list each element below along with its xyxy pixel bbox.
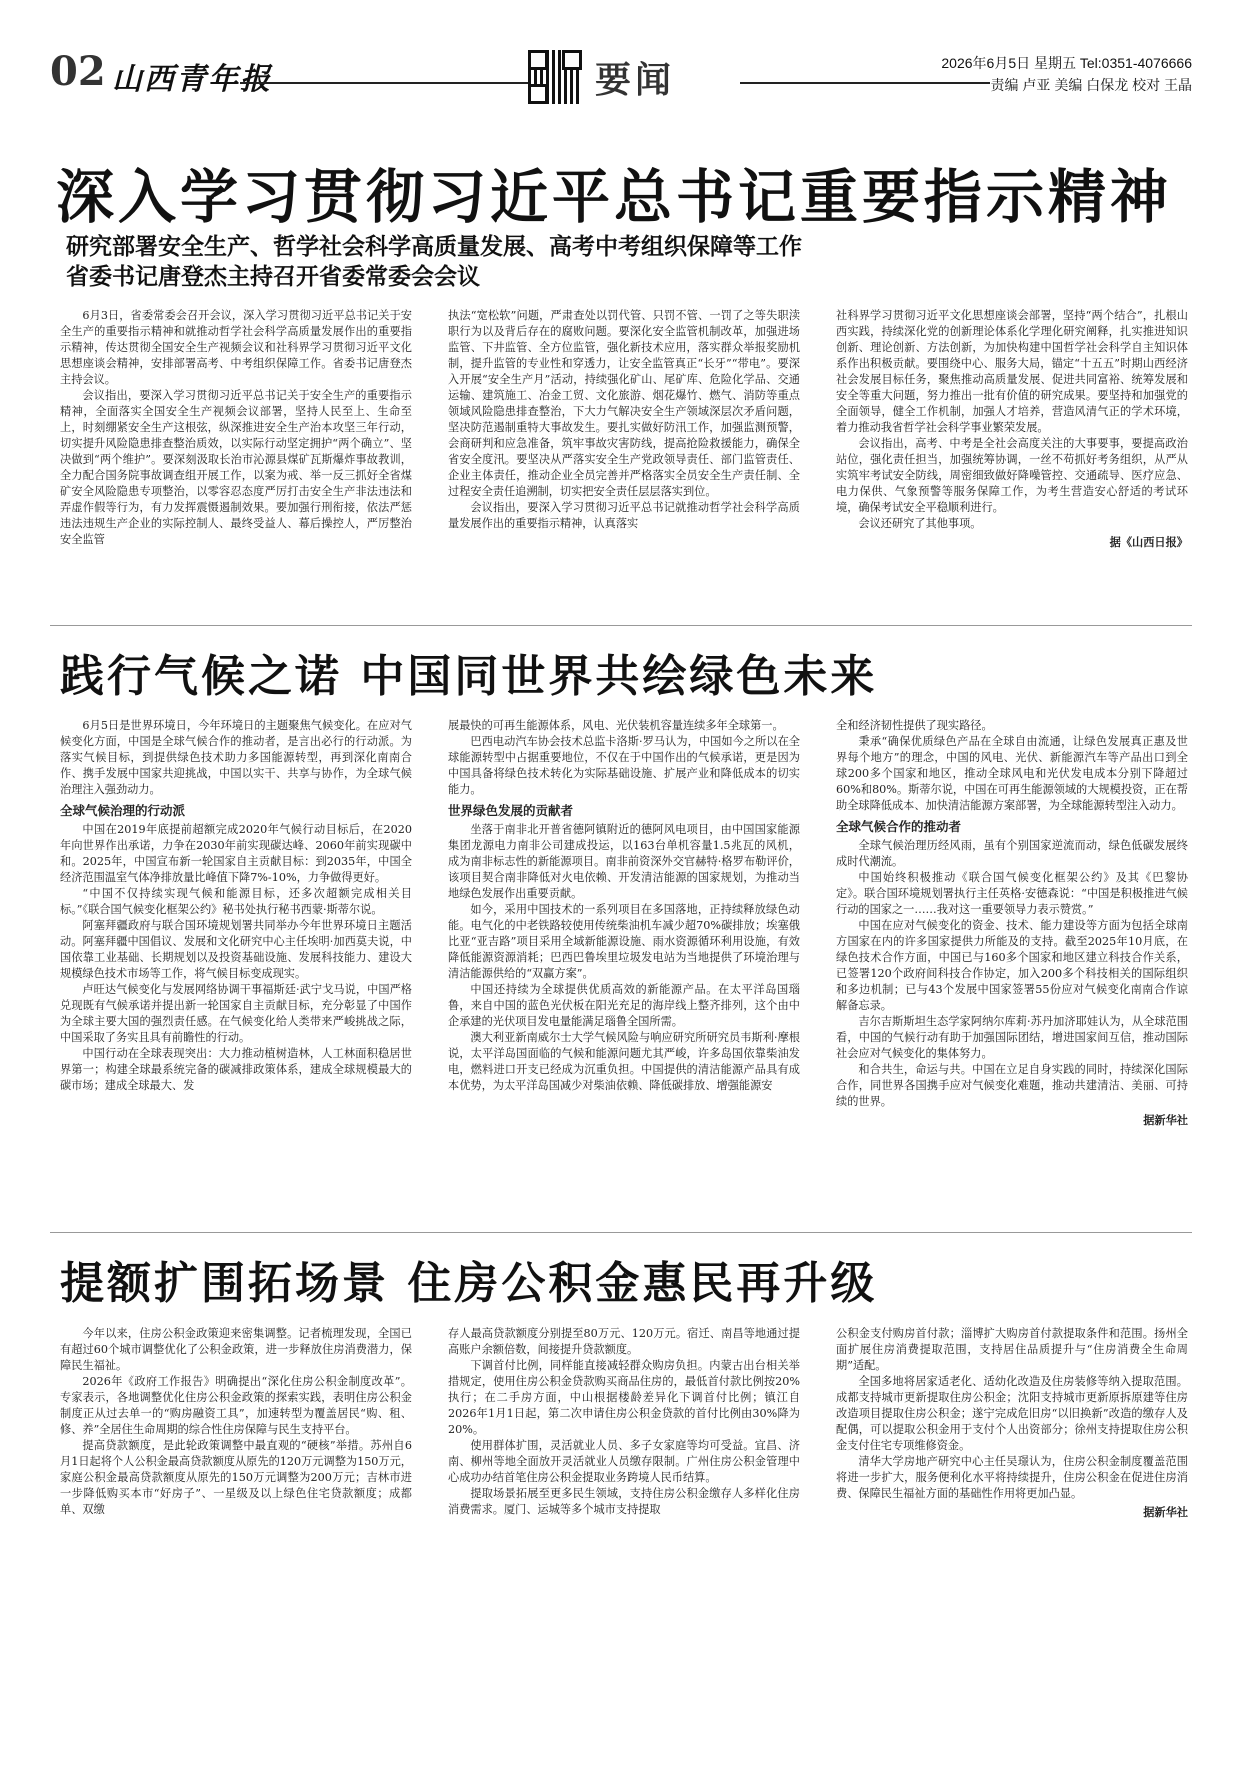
paragraph: “中国不仅持续实现气候和能源目标，还多次超额完成相关目标。”《联合国气候变化框架公约》秘书处执行秘书西蒙·斯蒂尔说。 xyxy=(60,887,412,916)
article2-col2 xyxy=(448,718,800,1128)
paper-logo: 山西青年报 xyxy=(112,62,272,97)
telephone: Tel:0351-4076666 xyxy=(1079,55,1192,71)
divider xyxy=(50,625,1192,626)
qr-code-icon xyxy=(528,50,582,104)
paragraph: 阿塞拜疆政府与联合国环境规划署共同举办今年世界环境日主题活动。阿塞拜疆中国倡议、发展和文化研究中心主任埃明·加西莫夫说，中国依靠工业基础、长期规划以及投资基础设施、发展科技能力、建设大规模绿色技术市场等工作，将气候目标变成现实。 xyxy=(60,919,412,980)
article1-source: 据《山西日报》 xyxy=(1109,535,1188,549)
paragraph: 和合共生，命运与共。中国在立足自身实践的同时，持续深化国际合作，同世界各国携手应对气候变化难题，推动共建清洁、美丽、可持续的世界。 xyxy=(836,1063,1188,1108)
article3-col2 xyxy=(448,1326,800,1520)
article3-body xyxy=(60,1326,1188,1520)
paragraph: 会议指出，高考、中考是全社会高度关注的大事要事，要提高政治站位，强化责任担当，加强统筹协调，一丝不苟抓好考务组织，从严从实筑牢考试安全防线，周密细致做好降噪管控、交通疏导、医疗应急、电力保供、气象预警等服务保障工作，为考生营造安心舒适的考试环境，确保考试安全平稳顺利进行。 xyxy=(836,437,1188,514)
issue-date: 2026年6月5日 星期五 xyxy=(941,55,1076,71)
paragraph: 提取场景拓展至更多民生领域，支持住房公积金缴存人多样化住房消费需求。厦门、运城等多个城市支持提取 xyxy=(448,1487,800,1516)
article1-col1 xyxy=(60,308,412,550)
paragraph: 会议指出，要深入学习贯彻习近平总书记关于安全生产的重要指示精神，全面落实全国安全生产视频会议部署，坚持人民至上、生命至上，时刻绷紧安全生产这根弦，纵深推进安全生产治本攻坚三年行动，切实提升风险隐患排查整治质效，以实际行动坚定拥护“两个确立”、坚决做到“两个维护”。要深刻汲取长治市沁源县煤矿瓦斯爆炸事故教训，全力配合国务院事故调查组开展工作，以案为戒、举一反三抓好全省煤矿安全风险隐患专项整治，以零容忍态度严厉打击安全生产非法违法和弄虚作假等行为，有力发挥震慑遏制效果。要加强行刑衔接，依法严惩违法违规生产企业的实际控制人、最终受益人、幕后操控人，严厉整治安全监管 xyxy=(60,389,412,546)
article1-subheading-2: 省委书记唐登杰主持召开省委常委会会议 xyxy=(66,264,480,290)
subhead: 全球气候治理的行动派 xyxy=(60,803,186,818)
paragraph: 公积金支付购房首付款；淄博扩大购房首付款提取条件和范围。扬州全面扩展住房消费提取范围，支持居住品质提升与“住房消费全生命周期”适配。 xyxy=(836,1327,1188,1372)
paragraph: 存人最高贷款额度分别提至80万元、120万元。宿迁、南昌等地通过提高账户余额倍数，间接提升贷款额度。 xyxy=(448,1327,800,1356)
paragraph: 全和经济韧性提供了现实路径。 xyxy=(836,719,993,732)
paragraph: 下调首付比例，同样能直接减轻群众购房负担。内蒙古出台相关举措规定，使用住房公积金贷款购买商品住房的，最低首付款比例按20%执行；在二手房方面，中山根据楼龄差异化下调首付比例；镇江自2026年1月1日起，第二次申请住房公积金贷款的首付比例由30%降为20%。 xyxy=(448,1359,800,1436)
paragraph: 如今，采用中国技术的一系列项目在多国落地，正持续释放绿色动能。电气化的中老铁路较使用传统柴油机车减少超70%碳排放；埃塞俄比亚“亚吉路”项目采用全域新能源设施、雨水资源循环利用设施，有效降低能源资源消耗；巴西巴鲁埃里垃圾发电站为当地提供了环境治理与清洁能源供给的“双赢方案”。 xyxy=(448,903,800,980)
masthead xyxy=(50,48,1192,114)
subhead: 世界绿色发展的贡献者 xyxy=(448,803,574,818)
article3-headline: 提额扩围拓场景 住房公积金惠民再升级 xyxy=(60,1258,878,1309)
paragraph: 提高贷款额度，是此轮政策调整中最直观的“硬核”举措。苏州自6月1日起将个人公积金最高贷款额度从原先的120万元调整为150万元，家庭公积金最高贷款额度从原先的150万元调整为200万元；吉林市进一步降低购买本市“好房子”、一星级及以上绿色住宅贷款额度；成都单、双缴 xyxy=(60,1439,412,1516)
article2-source: 据新华社 xyxy=(1143,1113,1188,1127)
paragraph: 全国多地将居家适老化、适幼化改造及住房装修等纳入提取范围。成都支持城市更新提取住房公积金；沈阳支持城市更新原拆原建等住房改造项目提取住房公积金；遂宁完成危旧房“以旧换新”改造的缴存人及配偶，可以提取公积金用于支付个人出资部分；徐州支持提取住房公积金支付住宅专项维修资金。 xyxy=(836,1375,1188,1452)
article2-col3 xyxy=(836,718,1188,1128)
paragraph: 6月5日是世界环境日，今年环境日的主题聚焦气候变化。在应对气候变化方面，中国是全球气候合作的推动者，是言出必行的行动派。为落实气候目标，到提供绿色技术助力多国能源转型，再到深化南南合作、携手发展中国家共迎挑战，中国以实干、共享与协作，为全球气候治理注入强劲动力。 xyxy=(60,719,412,796)
paragraph: 卢旺达气候变化与发展网络协调干事福斯廷·武宁戈马说，中国严格兑现既有气候承诺并提出新一轮国家自主贡献目标，充分彰显了中国作为全球主要大国的强烈责任感。在气候变化给人类带来严峻挑战之际，中国采取了务实且具有前瞻性的行动。 xyxy=(60,983,412,1044)
editor-credits: 责编 卢亚 美编 白保龙 校对 王晶 xyxy=(990,77,1192,93)
article1-col2 xyxy=(448,308,800,550)
paragraph: 澳大利亚新南威尔士大学气候风险与响应研究所研究员韦斯利·摩根说，太平洋岛国面临的气候和能源问题尤其严峻，许多岛国依靠柴油发电，燃料进口开支已经成为沉重负担。中国提供的清洁能源产品具有成本优势，为太平洋岛国减少对柴油依赖、降低碳排放、增强能源安 xyxy=(448,1031,800,1092)
paragraph: 全球气候治理历经风雨，虽有个别国家逆流而动，绿色低碳发展终成时代潮流。 xyxy=(836,839,1188,868)
paragraph: 会议还研究了其他事项。 xyxy=(858,517,982,530)
section-title: 要闻 xyxy=(595,60,676,101)
paragraph: 巴西电动汽车协会技术总监卡洛斯·罗马认为，中国如今之所以在全球能源转型中占据重要地位，不仅在于中国作出的气候承诺，更是因为中国具备将绿色技术转化为实际基础设施、扩展产业和降低成本的切实能力。 xyxy=(448,735,800,796)
paragraph: 2026年《政府工作报告》明确提出“深化住房公积金制度改革”。专家表示，各地调整优化住房公积金政策的探索实践，表明住房公积金制度正从过去单一的“购房融资工具”，加速转型为覆盖居民“购、租、修、养”全居住生命周期的综合性住房保障与民生支持平台。 xyxy=(60,1375,412,1436)
article3-col1 xyxy=(60,1326,412,1520)
article1-headline: 深入学习贯彻习近平总书记重要指示精神 xyxy=(56,163,1173,231)
paragraph: 中国在应对气候变化的资金、技术、能力建设等方面为包括全球南方国家在内的许多国家提供力所能及的支持。截至2025年10月底，在绿色技术合作方面，中国已与160多个国家和地区建立科技合作关系，已签署120个政府间科技合作协定，加入200多个科技相关的国际组织和多边机制；已与43个发展中国家签署55份应对气候变化南南合作谅解备忘录。 xyxy=(836,919,1188,1012)
article3-source: 据新华社 xyxy=(1143,1505,1188,1519)
article2-headline: 践行气候之诺 中国同世界共绘绿色未来 xyxy=(60,651,878,702)
masthead-info xyxy=(941,52,1192,96)
paragraph: 吉尔吉斯斯坦生态学家阿纳尔库莉·苏丹加济耶娃认为，从全球范围看，中国的气候行动有助于加强国际团结，增进国家间互信，推动国际社会应对气候变化的集体努力。 xyxy=(836,1015,1188,1060)
paragraph: 中国在2019年底提前超额完成2020年气候行动目标后，在2020年向世界作出承诺，力争在2030年前实现碳达峰、2060年前实现碳中和。2025年，中国宣布新一轮国家自主贡献目标：到2035年，中国全经济范围温室气体净排放量比峰值下降7%-10%，力争做得更好。 xyxy=(60,823,412,884)
article2-col1 xyxy=(60,718,412,1128)
paragraph: 清华大学房地产研究中心主任吴璟认为，住房公积金制度覆盖范围将进一步扩大，服务便利化水平将持续提升，住房公积金在促进住房消费、保障民生福祉方面的基础性作用将更加凸显。 xyxy=(836,1455,1188,1500)
paragraph: 秉承“确保优质绿色产品在全球自由流通，让绿色发展真正惠及世界每个地方”的理念，中国的风电、光伏、新能源汽车等产品出口到全球200多个国家和地区，推动全球风电和光伏发电成本分别下降超过60%和80%。斯蒂尔说，中国在可再生能源领域的大规模投资，正在帮助全球降低成本、加快清洁能源方案部署，为全球能源转型注入动力。 xyxy=(836,735,1188,812)
paragraph: 中国还持续为全球提供优质高效的新能源产品。在太平洋岛国瑙鲁，来自中国的蓝色光伏板在阳光充足的海岸线上整齐排列，这个由中企承建的光伏项目发电量能满足瑙鲁全国所需。 xyxy=(448,983,800,1028)
paragraph: 使用群体扩围，灵活就业人员、多子女家庭等均可受益。宜昌、济南、柳州等地全面放开灵活就业人员缴存限制。广州住房公积金管理中心成功办结首笔住房公积金提取业务跨境人民币结算。 xyxy=(448,1439,800,1484)
article1-body xyxy=(60,308,1188,550)
paragraph: 今年以来，住房公积金政策迎来密集调整。记者梳理发现，全国已有超过60个城市调整优化了公积金政策，进一步释放住房消费潜力，保障民生福祉。 xyxy=(60,1327,412,1372)
page-number: 02 xyxy=(50,48,106,95)
paragraph: 执法“宽松软”问题，严肃查处以罚代管、只罚不管、一罚了之等失职渎职行为以及背后存在的腐败问题。要深化安全监管机制改革，加强进场监管、下井监管、全方位监管，强化新技术应用，落实群众举报奖励机制，提升监管的专业性和穿透力，让安全监管真正“长牙”“带电”。要深入开展“安全生产月”活动，持续强化矿山、尾矿库、危险化学品、交通运输、建筑施工、冶金工贸、文化旅游、烟花爆竹、燃气、消防等重点领域风险隐患排查整治，下大力气解决安全生产领域深层次矛盾问题，坚决防范遏制重特大事故发生。要扎实做好防汛工作，加强监测预警，会商研判和应急准备，筑牢事故灾害防线，提高抢险救援能力，确保全省安全度汛。要坚决从严落实安全生产党政领导责任、部门监管责任、企业主体责任，推动企业全员完善并严格落实全员安全生产责任制、全过程安全责任追溯制，切实把安全责任层层落实到位。 xyxy=(448,309,800,498)
paragraph: 中国始终积极推动《联合国气候变化框架公约》及其《巴黎协定》。联合国环境规划署执行主任英格·安德森说：“中国是积极推进气候行动的国家之一……我对这一重要领导力表示赞赏。” xyxy=(836,871,1188,916)
paragraph: 社科界学习贯彻习近平文化思想座谈会部署，坚持“两个结合”，扎根山西实践，持续深化党的创新理论体系化学理化研究阐释，扎实推进知识创新、理论创新、方法创新，为加快构建中国哲学社会科学自主知识体系作出积极贡献。要围绕中心、服务大局，锚定“十五五”时期山西经济社会发展目标任务，聚焦推动高质量发展、促进共同富裕、统筹发展和安全等重大问题，努力推出一批有价值的研究成果。要坚持和加强党的全面领导，健全工作机制，加强人才培养，营造风清气正的学术环境，着力推动我省哲学社会科学事业繁荣发展。 xyxy=(836,309,1188,434)
paragraph: 中国行动在全球表现突出：大力推动植树造林，人工林面积稳居世界第一；构建全球最系统完备的碳减排政策体系，建成全球规模最大的碳市场；建成全球最大、发 xyxy=(60,1047,412,1092)
article2-body xyxy=(60,718,1188,1128)
divider xyxy=(50,1232,1192,1233)
article1-subheading: 研究部署安全生产、哲学社会科学高质量发展、高考中考组织保障等工作 xyxy=(66,234,802,260)
paragraph: 6月3日，省委常委会召开会议，深入学习贯彻习近平总书记关于安全生产的重要指示精神和就推动哲学社会科学高质量发展作出的重要指示精神，传达贯彻全国安全生产视频会议和社科界学习贯彻习近平文化思想座谈会精神，安排部署高考、中考组织保障工作。省委书记唐登杰主持会议。 xyxy=(60,309,412,386)
paragraph: 坐落于南非北开普省德阿镇附近的德阿风电项目，由中国国家能源集团龙源电力南非公司建成投运，以163台单机容量1.5兆瓦的风机，成为南非标志性的新能源项目。南非前资深外交官赫特·格罗布勒评价，该项目契合南非降低对火电依赖、开发清洁能源的国家规划，为推动当地绿色发展作出重要贡献。 xyxy=(448,823,800,900)
paragraph: 展最快的可再生能源体系，风电、光伏装机容量连续多年全球第一。 xyxy=(448,719,784,732)
paragraph: 会议指出，要深入学习贯彻习近平总书记就推动哲学社会科学高质量发展作出的重要指示精神，认真落实 xyxy=(448,501,800,530)
article3-col3 xyxy=(836,1326,1188,1520)
article1-col3 xyxy=(836,308,1188,550)
subhead: 全球气候合作的推动者 xyxy=(836,819,962,834)
